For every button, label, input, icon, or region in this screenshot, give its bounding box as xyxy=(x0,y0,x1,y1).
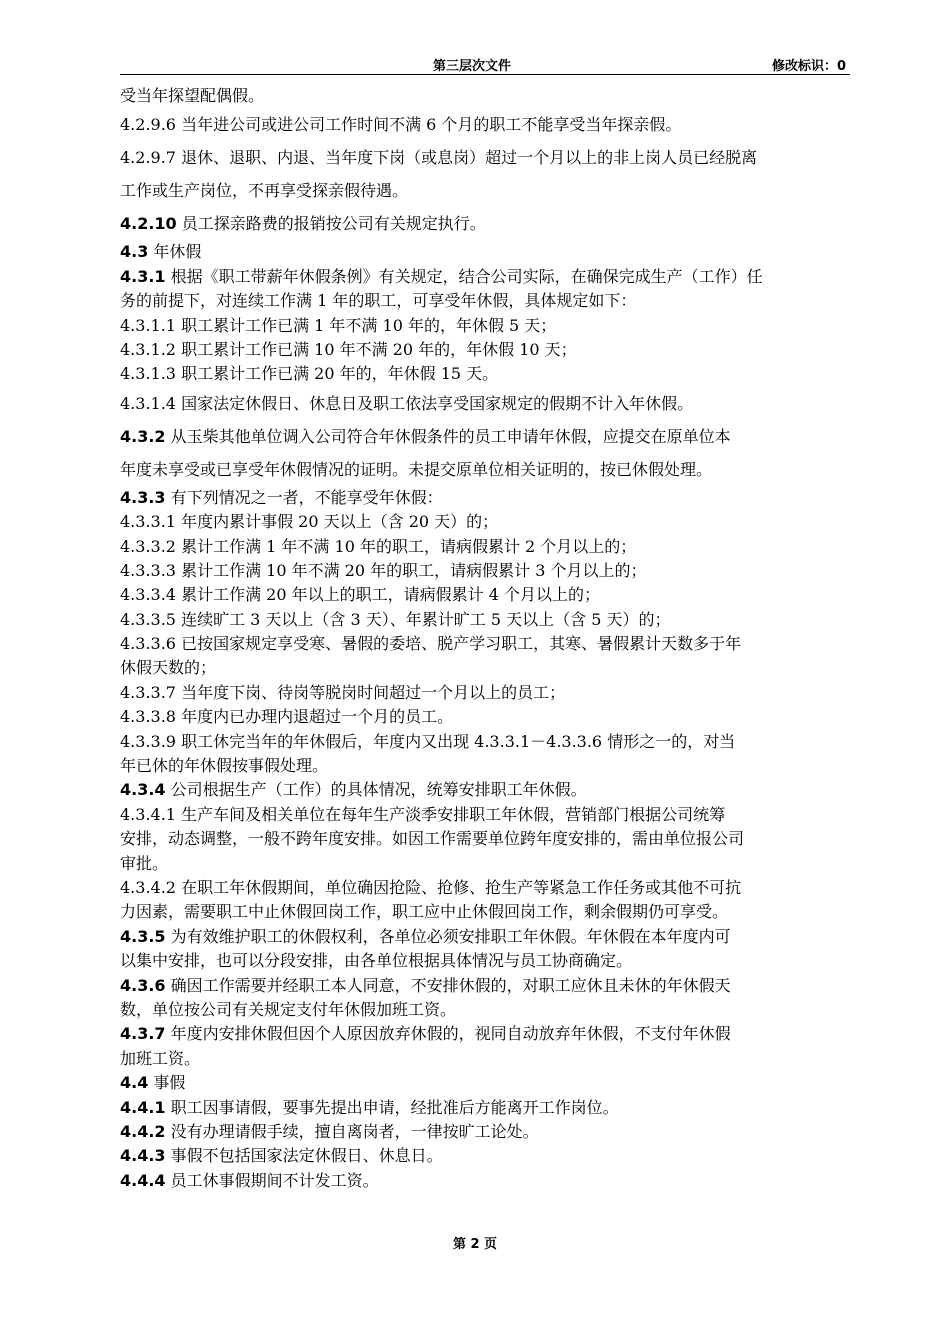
clause-text: 已按国家规定享受寒、暑假的委培、脱产学习职工，其寒、暑假累计天数多于年 xyxy=(175,634,742,654)
clause-number: 4.3.7 xyxy=(120,1024,166,1044)
clause-number: 4.3.4.1 xyxy=(120,804,176,824)
clause-number: 4.2.9.6 xyxy=(120,115,176,135)
clause-number: 4.3.3 xyxy=(120,487,166,507)
clause-number: 4.3.1.3 xyxy=(120,364,176,384)
clause-text: 公司根据生产（工作）的具体情况，统筹安排职工年休假。 xyxy=(165,780,587,800)
text-line xyxy=(120,827,850,851)
clause-number: 4.3.3.1 xyxy=(120,512,176,532)
text-line xyxy=(120,108,850,141)
clause-text: 确因工作需要并经职工本人同意，不安排休假的，对职工应休且未休的年休假天 xyxy=(165,975,731,995)
text-line xyxy=(120,387,850,420)
clause-number: 4.3.3.8 xyxy=(120,707,176,727)
text-line xyxy=(120,486,850,510)
text-line xyxy=(120,1096,850,1120)
text-line xyxy=(120,583,850,607)
clause-text: 年度内已办理内退超过一个月的员工。 xyxy=(175,707,454,727)
clause-number: 4.4.1 xyxy=(120,1097,166,1117)
clause-text: 年休假 xyxy=(148,242,202,262)
text-line xyxy=(120,754,850,778)
clause-text: 连续旷工 3 天以上（含 3 天）、年累计旷工 5 天以上（含 5 天）的； xyxy=(175,609,671,629)
text-line xyxy=(120,998,850,1022)
text-line xyxy=(120,362,850,386)
text-line xyxy=(120,681,850,705)
clause-text: 当年进公司或进公司工作时间不满 6 个月的职工不能享受当年探亲假。 xyxy=(175,115,682,135)
clause-text: 退休、退职、内退、当年度下岗（或息岗）超过一个月以上的非上岗人员已经脱离 xyxy=(175,148,758,168)
clause-text: 加班工资。 xyxy=(120,1048,201,1068)
clause-text: 安排，动态调整，一般不跨年度安排。如因工作需要单位跨年度安排的，需由单位报公司 xyxy=(120,829,745,849)
text-line xyxy=(120,803,850,827)
clause-number: 4.3.3.9 xyxy=(120,731,176,751)
text-line xyxy=(120,925,850,949)
clause-text: 受当年探望配偶假。 xyxy=(120,86,265,105)
clause-number: 4.4 xyxy=(120,1073,149,1093)
text-line xyxy=(120,974,850,998)
text-line xyxy=(120,656,850,680)
clause-text: 累计工作满 10 年不满 20 年的职工，请病假累计 3 个月以上的； xyxy=(175,560,647,580)
text-line xyxy=(120,510,850,534)
clause-text: 数，单位按公司有关规定支付年休假加班工资。 xyxy=(120,999,457,1019)
clause-number: 4.3 xyxy=(120,242,149,262)
clause-text: 职工累计工作已满 10 年不满 20 年的，年休假 10 天； xyxy=(175,339,577,359)
text-line xyxy=(120,1022,850,1046)
clause-text: 年度内安排休假但因个人原因放弃休假的，视同自动放弃年休假，不支付年休假 xyxy=(165,1024,731,1044)
text-line xyxy=(120,84,850,108)
document-level: 第三层次文件 xyxy=(433,59,512,74)
clause-text: 有下列情况之一者，不能享受年休假： xyxy=(165,487,443,507)
clause-number: 4.3.3.4 xyxy=(120,585,176,605)
clause-text: 以集中安排，也可以分段安排，由各单位根据具体情况与员工协商确定。 xyxy=(120,951,633,971)
text-line xyxy=(120,1071,850,1095)
clause-number: 4.3.3.7 xyxy=(120,682,176,702)
clause-number: 4.3.3.3 xyxy=(120,560,176,580)
text-line xyxy=(120,559,850,583)
text-line xyxy=(120,778,850,802)
clause-number: 4.3.5 xyxy=(120,926,166,946)
revision-mark: 修改标识：0 xyxy=(771,59,846,74)
clause-text: 年度内累计事假 20 天以上（含 20 天）的； xyxy=(175,512,499,532)
clause-number: 4.3.3.2 xyxy=(120,536,176,556)
clause-text: 在职工年休假期间，单位确因抢险、抢修、抢生产等紧急工作任务或其他不可抗 xyxy=(175,877,742,897)
clause-text: 职工因事请假，要事先提出申请，经批准后方能离开工作岗位。 xyxy=(165,1097,619,1117)
clause-text: 职工休完当年的年休假后，年度内又出现 4.3.3.1－4.3.3.6 情形之一的，对当 xyxy=(175,731,736,751)
text-line xyxy=(120,289,850,313)
clause-number: 4.4.2 xyxy=(120,1121,166,1141)
text-line xyxy=(120,1120,850,1144)
clause-text: 根据《职工带薪年休假条例》有关规定，结合公司实际，在确保完成生产（工作）任 xyxy=(165,266,763,286)
clause-number: 4.3.4.2 xyxy=(120,877,176,897)
text-line xyxy=(120,730,850,754)
text-line xyxy=(120,852,850,876)
clause-text: 从玉柴其他单位调入公司符合年休假条件的员工申请年休假，应提交在原单位本 xyxy=(165,426,731,446)
clause-number: 4.3.1.1 xyxy=(120,315,176,335)
page-number: 第 2 页 xyxy=(452,1237,498,1252)
clause-text: 事假 xyxy=(148,1073,186,1093)
clause-text: 为有效维护职工的休假权利，各单位必须安排职工年休假。年休假在本年度内可 xyxy=(165,926,731,946)
clause-text: 累计工作满 1 年不满 10 年的职工，请病假累计 2 个月以上的； xyxy=(175,536,637,556)
clause-number: 4.3.3.6 xyxy=(120,634,176,654)
clause-text: 当年度下岗、待岗等脱岗时间超过一个月以上的员工； xyxy=(175,682,566,702)
clause-text: 生产车间及相关单位在每年生产淡季安排职工年休假，营销部门根据公司统筹 xyxy=(175,804,726,824)
clause-number: 4.3.1 xyxy=(120,266,166,286)
text-line xyxy=(120,535,850,559)
clause-number: 4.2.10 xyxy=(120,214,177,234)
text-line xyxy=(120,632,850,656)
text-line xyxy=(120,705,850,729)
clause-text: 务的前提下，对连续工作满 1 年的职工，可享受年休假，具体规定如下： xyxy=(120,291,637,311)
clause-text: 休假天数的； xyxy=(120,658,217,678)
text-line xyxy=(120,265,850,289)
clause-number: 4.2.9.7 xyxy=(120,148,176,168)
text-line xyxy=(120,1169,850,1193)
clause-number: 4.4.4 xyxy=(120,1170,166,1190)
clause-text: 员工探亲路费的报销按公司有关规定执行。 xyxy=(176,214,486,234)
text-line xyxy=(120,949,850,973)
clause-text: 工作或生产岗位，不再享受探亲假待遇。 xyxy=(120,181,409,201)
clause-text: 审批。 xyxy=(120,853,169,873)
clause-text: 没有办理请假手续，擅自离岗者，一律按旷工论处。 xyxy=(165,1121,539,1141)
text-line xyxy=(120,207,850,240)
text-line xyxy=(120,453,850,486)
clause-number: 4.3.3.5 xyxy=(120,609,176,629)
clause-number: 4.3.4 xyxy=(120,780,166,800)
clause-number: 4.3.1.2 xyxy=(120,339,176,359)
clause-number: 4.3.1.4 xyxy=(120,393,176,413)
text-line xyxy=(120,338,850,362)
clause-text: 职工累计工作已满 20 年的，年休假 15 天。 xyxy=(175,364,499,384)
text-line xyxy=(120,876,850,900)
page-header xyxy=(120,52,850,75)
clause-number: 4.3.2 xyxy=(120,426,166,446)
clause-text: 员工休事假期间不计发工资。 xyxy=(165,1170,379,1190)
text-line xyxy=(120,1047,850,1071)
text-line xyxy=(120,608,850,632)
text-line xyxy=(120,174,850,207)
document-body xyxy=(120,84,850,1193)
text-line xyxy=(120,240,850,264)
text-line xyxy=(120,141,850,174)
clause-text: 累计工作满 20 年以上的职工，请病假累计 4 个月以上的； xyxy=(175,585,600,605)
clause-number: 4.4.3 xyxy=(120,1146,166,1166)
clause-text: 力因素，需要职工中止休假回岗工作，职工应中止休假回岗工作，剩余假期仍可享受。 xyxy=(120,902,729,922)
text-line xyxy=(120,314,850,338)
text-line xyxy=(120,1144,850,1168)
clause-text: 国家法定休假日、休息日及职工依法享受国家规定的假期不计入年休假。 xyxy=(175,393,694,413)
clause-text: 年已休的年休假按事假处理。 xyxy=(120,756,329,776)
text-line xyxy=(120,900,850,924)
clause-text: 年度未享受或已享受年休假情况的证明。未提交原单位相关证明的，按已休假处理。 xyxy=(120,459,713,479)
clause-number: 4.3.6 xyxy=(120,975,166,995)
clause-text: 事假不包括国家法定休假日、休息日。 xyxy=(165,1146,443,1166)
clause-text: 职工累计工作已满 1 年不满 10 年的，年休假 5 天； xyxy=(175,315,557,335)
text-line xyxy=(120,420,850,453)
